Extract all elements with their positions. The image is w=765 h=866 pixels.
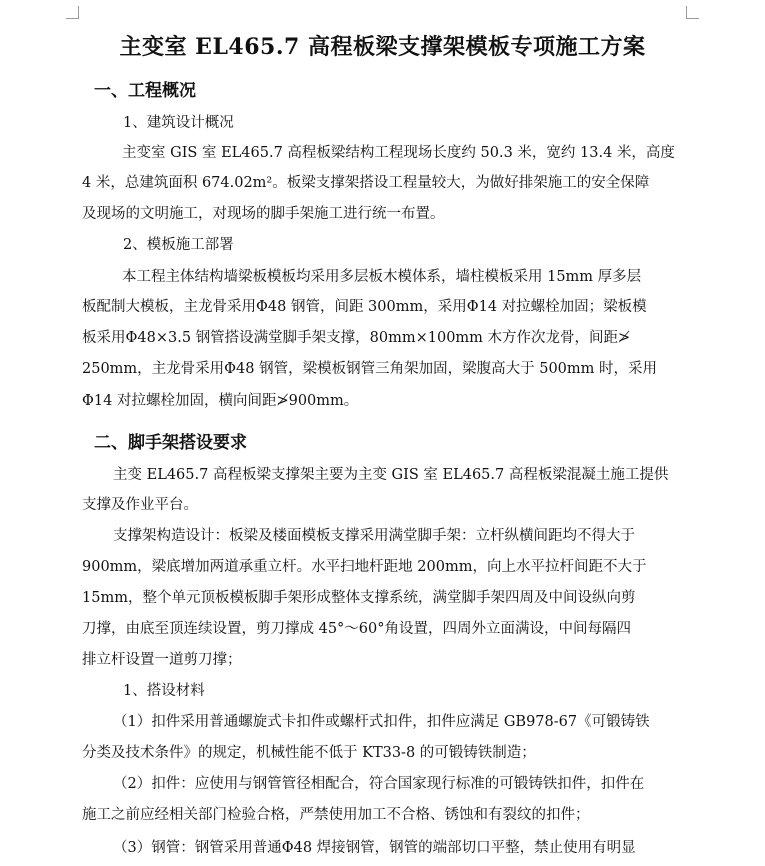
paragraph-line: Φ14 对拉螺栓加固，横向间距≯900mm。 (82, 393, 359, 409)
paragraph-line: 板采用Φ48×3.5 钢管搭设满堂脚手架支撑，80mm×100mm 木方作次龙骨，间距≯ (82, 330, 631, 346)
paragraph-line: （1）扣件采用普通螺旋式卡扣件或螺杆式扣件，扣件应满足 GB978-67《可锻铸铁 (113, 714, 650, 730)
section-heading: 一、工程概况 (94, 81, 196, 101)
paragraph-line: 板配制大模板，主龙骨采用Φ48 钢管，间距 300mm，采用Φ14 对拉螺栓加固；梁板模 (82, 299, 647, 315)
paragraph-line: 及现场的文明施工，对现场的脚手架施工进行统一布置。 (82, 206, 445, 222)
paragraph-line: 支撑及作业平台。 (82, 497, 198, 513)
paragraph-line: 本工程主体结构墙梁板模板均采用多层板木模体系，墙柱模板采用 15mm 厚多层 (122, 269, 642, 285)
paragraph-line: （3）钢管：钢管采用普通Φ48 焊接钢管，钢管的端部切口平整，禁止使用有明显 (113, 840, 636, 856)
margin-corner-mark (66, 6, 79, 19)
paragraph-line: 分类及技术条件》的规定，机械性能不低于 KT33-8 的可锻铸铁制造； (82, 745, 536, 761)
paragraph-line: 施工之前应经相关部门检验合格，严禁使用加工不合格、锈蚀和有裂纹的扣件； (82, 807, 590, 823)
subheading: 2、模板施工部署 (123, 237, 234, 253)
paragraph-line: （2）扣件：应使用与钢管管径相配合，符合国家现行标准的可锻铸铁扣件，扣件在 (113, 776, 645, 792)
paragraph-line: 4 米，总建筑面积 674.02m²。板梁支撑架搭设工程量较大，为做好排架施工的安全保障 (82, 175, 650, 191)
paragraph-line: 15mm，整个单元顶板模板脚手架形成整体支撑系统，满堂脚手架四周及中间设纵向剪 (82, 590, 636, 606)
paragraph-line: 250mm，主龙骨采用Φ48 钢管，梁模板钢管三角架加固，梁腹高大于 500mm 时，采用 (82, 361, 658, 377)
section-heading: 二、脚手架搭设要求 (94, 433, 247, 453)
paragraph-line: 排立杆设置一道剪刀撑； (82, 652, 242, 668)
margin-corner-mark (686, 6, 699, 19)
paragraph-line: 支撑架构造设计：板梁及楼面模板支撑采用满堂脚手架：立杆纵横间距均不得大于 (113, 528, 635, 544)
subheading: 1、建筑设计概况 (123, 115, 234, 131)
paragraph-line: 主变室 GIS 室 EL465.7 高程板梁结构工程现场长度约 50.3 米，宽约 13.4 米，高度 (122, 145, 675, 161)
subheading: 1、搭设材料 (123, 683, 205, 699)
paragraph-line: 900mm，梁底增加两道承重立杆。水平扫地杆距地 200mm，向上水平拉杆间距不大于 (82, 559, 647, 575)
paragraph-line: 刀撑，由底至顶连续设置，剪刀撑成 45°～60°角设置，四周外立面满设，中间每隔四 (82, 621, 632, 637)
document-title: 主变室 EL465.7 高程板梁支撑架模板专项施工方案 (119, 34, 646, 60)
paragraph-line: 主变 EL465.7 高程板梁支撑架主要为主变 GIS 室 EL465.7 高程板梁混凝土施工提供 (113, 467, 669, 483)
